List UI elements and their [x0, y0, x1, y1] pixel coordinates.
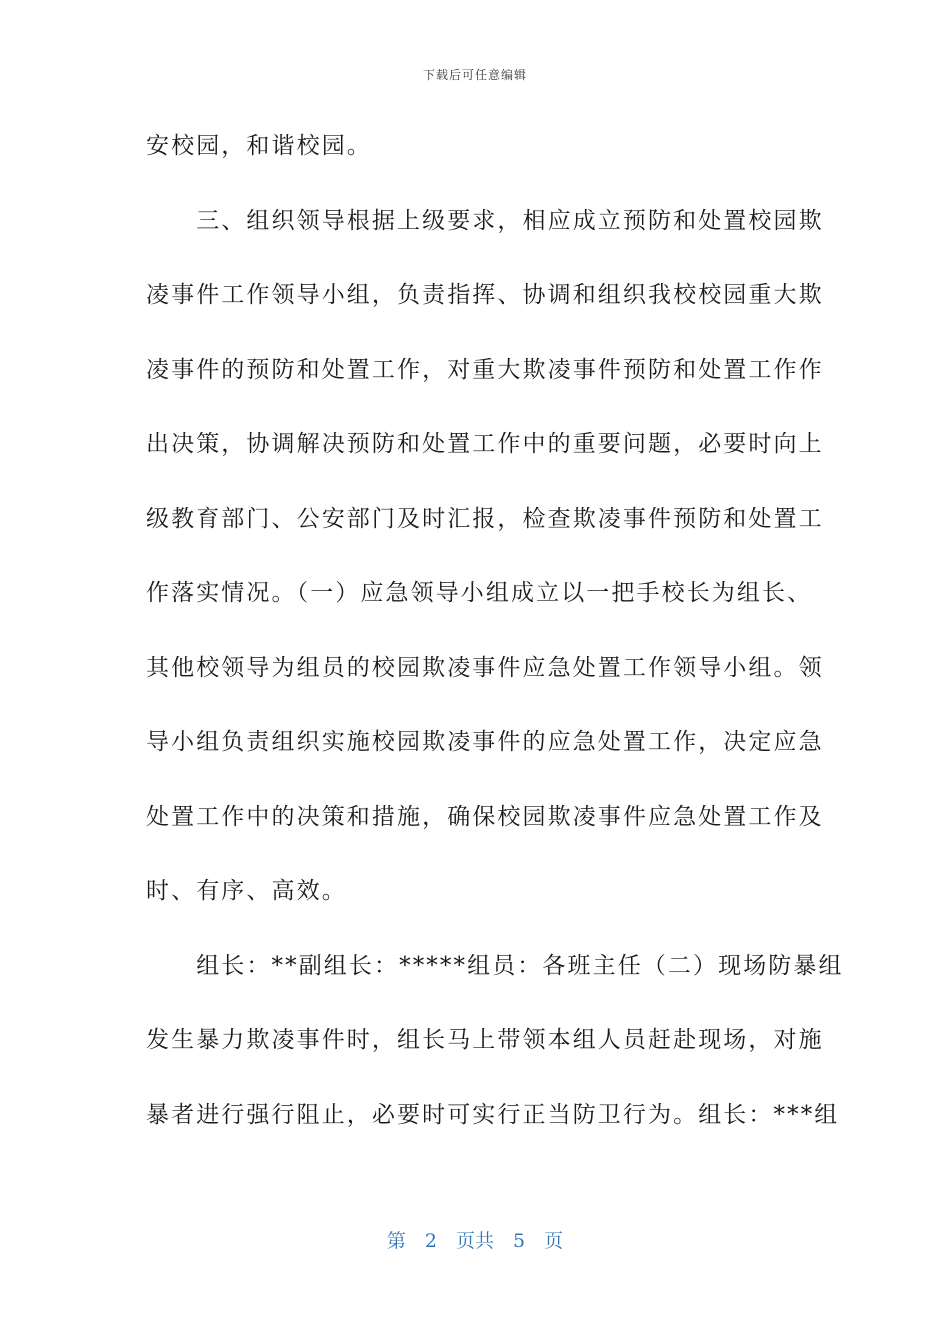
- page-number-footer: 第 2 页共 5 页: [386, 1230, 564, 1252]
- text-line: 发生暴力欺凌事件时，组长马上带领本组人员赶赴现场，对施: [146, 1027, 824, 1053]
- text-line: 作落实情况。（一）应急领导小组成立以一把手校长为组长、: [146, 580, 813, 606]
- text-line: 安校园，和谐校园。: [146, 133, 372, 159]
- text-line: 导小组负责组织实施校园欺凌事件的应急处置工作，决定应急: [146, 729, 824, 755]
- text-line: 组长：**副组长：*****组员：各班主任（二）现场防暴组: [146, 952, 844, 979]
- text-line: 级教育部门、公安部门及时汇报，检查欺凌事件预防和处置工: [146, 505, 824, 532]
- document-body: [146, 124, 844, 1167]
- text-line: 凌事件的预防和处置工作，对重大欺凌事件预防和处置工作作: [146, 356, 824, 383]
- text-line: 其他校领导为组员的校园欺凌事件应急处置工作领导小组。领: [146, 654, 824, 681]
- text-line: 时、有序、高效。: [146, 878, 347, 904]
- text-line: 处置工作中的决策和措施，确保校园欺凌事件应急处置工作及: [146, 803, 824, 830]
- text-line: 暴者进行强行阻止，必要时可实行正当防卫行为。组长：***组: [146, 1101, 840, 1128]
- text-line: 凌事件工作领导小组，负责指挥、协调和组织我校校园重大欺: [146, 282, 824, 308]
- text-line: 出决策，协调解决预防和处置工作中的重要问题，必要时向上: [146, 431, 824, 457]
- text-line: 三、组织领导根据上级要求，相应成立预防和处置校园欺: [146, 207, 824, 234]
- page-header: 下载后可任意编辑: [422, 68, 527, 82]
